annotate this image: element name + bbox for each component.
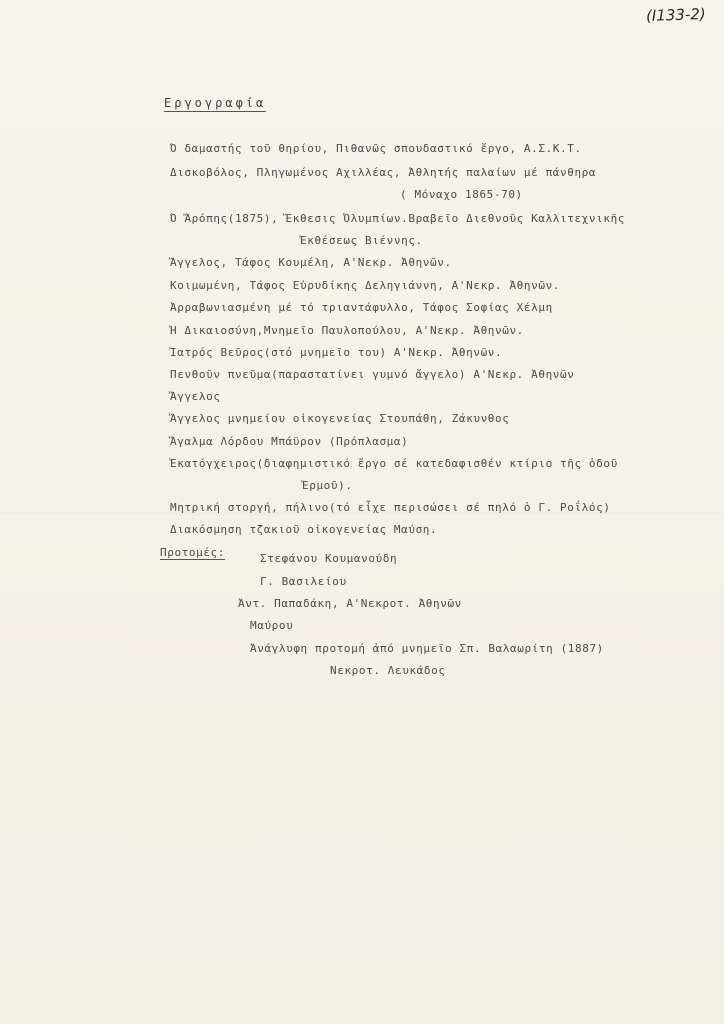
bust-line: Ἀνάγλυφη προτομή ἀπό μνημεῖο Σπ. Βαλαωρίτη (1887) [250, 642, 604, 655]
busts-section-label: Προτομές: [160, 546, 226, 559]
work-line: Ἄγαλμα Λόρδου Μπάϋρον (Πρόπλασμα) [170, 435, 409, 448]
bust-line: Στεφάνου Κουμανούδη [260, 552, 398, 565]
work-line: Ἑρμοῦ). [302, 479, 353, 492]
bust-line: Γ. Βασιλείου [260, 575, 347, 588]
bust-line: Μαύρου [250, 619, 294, 632]
archive-reference-note: (Ι133-2) [645, 4, 707, 26]
work-line: Ό Ἄρόπης(1875), Ἔκθεσις Ὀλυμπίων.Βραβεῖο Διεθνοῦς Καλλιτεχνικῆς [170, 212, 626, 225]
work-line: Ἑκατόγχειρος(διαφημιστικό ἔργο σέ κατεδαφισθέν κτίριο τῆς ὁδοῦ [170, 457, 618, 470]
work-line: Δισκοβόλος, Πληγωμένος Αχιλλέας, Ἀθλητής παλαίων μέ πάνθηρα [170, 166, 597, 179]
work-line: Ἡ Δικαιοσύνη,Μνημεῖο Παυλοπούλου, Α'Νεκρ. Ἀθηνῶν. [170, 324, 524, 337]
bust-line: Ἀντ. Παπαδάκη, Α'Νεκροτ. Ἀθηνῶν [238, 597, 462, 610]
work-line: Ἄγγελος μνημείου οἰκογενείας Στουπάθη, Ζάκυνθος [170, 412, 510, 425]
work-line: Πενθοῦν πνεῦμα(παραστατίνει γυμνό ἄγγελο) Α'Νεκρ. Ἀθηνῶν [170, 368, 575, 381]
work-line: Ἀρραβωνιασμένη μέ τό τριαντάφυλλο, Τάφος Σοφίας Χέλμη [170, 301, 553, 314]
work-line: Ό δαμαστής τοῦ θηρίου, Πιθανῶς σπουδαστικό ἔργο, Α.Σ.Κ.Τ. [170, 142, 582, 155]
work-line: Ἐκθέσεως Βιέννης. [300, 234, 423, 247]
work-line: Κοιμωμένη, Τάφος Εὐρυδίκης Δεληγιάννη, Α'Νεκρ. Ἀθηνῶν. [170, 279, 561, 292]
work-line: ( Μόναχο 1865-70) [400, 188, 523, 201]
work-line: Ἄγγελος, Τάφος Κουμέλη, Α'Νεκρ. Ἀθηνῶν. [170, 256, 452, 269]
work-line: Ἰατρός Βεῦρος(στό μνημεῖο του) Α'Νεκρ. Ἀθηνῶν. [170, 346, 503, 359]
work-line: Ἄγγελος [170, 390, 221, 403]
page-title: Εργογραφία [164, 96, 267, 110]
work-line: Μητρική στοργή, πήλινο(τό εἶχε περισώσει σέ πηλό ὁ Γ. Ροΐλός) [170, 501, 611, 514]
bust-line: Νεκροτ. Λευκάδος [330, 664, 446, 677]
work-line: Διακόσμηση τζακιοῦ οἰκογενείας Μαύση. [170, 523, 438, 536]
